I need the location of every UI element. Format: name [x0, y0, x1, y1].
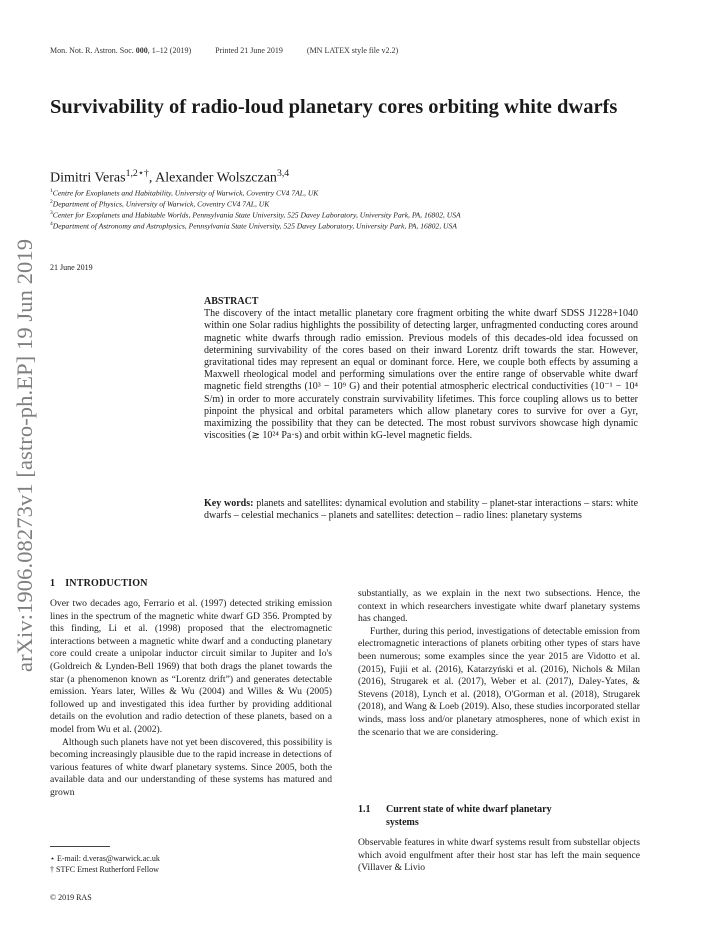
subsection-number: 1.1: [358, 804, 371, 815]
footnote-fellowship: † STFC Ernest Rutherford Fellow: [50, 865, 159, 874]
paper-title: Survivability of radio-loud planetary cores orbiting white dwarfs: [50, 96, 618, 118]
left-column: [50, 598, 332, 800]
author-line: [50, 168, 289, 187]
keywords: [204, 498, 638, 522]
subsection-heading: [358, 803, 640, 829]
affiliation: $^3$Center for Exoplanets and Habitable Worlds, Pennsylvania State University, 525 Davey Laboratory, University Park, PA, 16802, USA: [50, 210, 461, 220]
arxiv-stamp: arXiv:1906.08273v1 [astro-ph.EP] 19 Jun 2019: [12, 238, 37, 672]
running-header: [50, 46, 420, 55]
abstract: [204, 296, 638, 442]
paragraph: Further, during this period, investigations of detectable emission from electromagnetic interactions of planets orbiting other types of stars have been numerous; some examples since the year 2015 are Vidotto et al. (2015), Fujii et al. (2016), Katarzyński et al. (2016), Nichols & Milan (2016), Strugarek et al. (2017), Weber et al. (2017), Daley-Yates, & Stevens (2018), Lynch et al. (2018), O'Gorman et al. (2018), Strugarek (2018), and Wang & Loeb (2019). Also, these studies incorporated stellar winds, mass loss and/or planetary atmospheres, none of which exist in the scenario that we are considering.: [358, 625, 640, 738]
subsection-text: [358, 837, 640, 875]
abstract-heading: ABSTRACT: [204, 296, 259, 307]
keywords-label: Key words:: [204, 498, 254, 509]
affiliation: $^4$Department of Astronomy and Astrophysics, Pennsylvania State University, 525 Davey Laboratory, University Park, PA, 16802, USA: [50, 221, 457, 231]
footnote-email[interactable]: ⋆ E-mail: d.veras@warwick.ac.uk: [50, 854, 160, 863]
author-separator: ,: [148, 170, 156, 186]
section-number: 1: [50, 578, 56, 589]
footnote-rule: [50, 846, 110, 847]
author-2[interactable]: Alexander Wolszczan: [155, 170, 277, 186]
printed-date: Printed 21 June 2019: [215, 46, 283, 55]
subsection-title-line1: Current state of white dwarf planetary: [386, 804, 552, 815]
submission-date: 21 June 2019: [50, 263, 93, 272]
subsection-title-line2: systems: [386, 817, 419, 828]
paragraph: Over two decades ago, Ferrario et al. (1997) detected striking emission lines in the spectrum of the magnetic white dwarf GD 356. Prompted by this finding, Li et al. (1998) proposed that the electromagnetic interactions between a magnetic white dwarf and a conducting planetary core could create a unipolar inductor circuit similar to Jupiter and Io's (Goldreich & Lynden-Bell 1969) that both drags the planet towards the star (a phenomenon known as “Lorentz drift”) and generates detectable emission. Years later, Willes & Wu (2004) and Willes & Wu (2005) followed up and investigated this idea further by providing additional details on the evolution and radio detection of these planets, based on a model from Wu et al. (2002).: [50, 598, 332, 735]
abstract-text: The discovery of the intact metallic planetary core fragment orbiting the white dwarf SDSS J1228+1040 within one Solar radius highlights the possibility of detecting larger, unfragmented conducting cores around magnetic white dwarfs through radio emission. Previous models of this decades-old idea focussed on determining survivability of the cores based on their inward Lorentz drift towards the star. However, gravitational tides may represent an equal or dominant force. Here, we couple both effects by assuming a Maxwell rheological model and performing simulations over the entire range of observable white dwarf magnetic field strengths (10³ − 10⁹ G) and their potential atmospheric electrical conductivities (10⁻¹ − 10⁴ S/m) in order to more accurately constrain survivability lifetimes. This force coupling allows us to better pinpoint the physical and orbital parameters which allow planetary cores to survive for over a Gyr, maximizing the possibility that they can be detected. The most robust survivors showcase high dynamic viscosities (≳ 10²⁴ Pa·s) and orbit within kG-level magnetic fields.: [204, 308, 638, 442]
right-column: [358, 588, 640, 739]
section-title: INTRODUCTION: [65, 578, 148, 589]
section-heading: [50, 578, 148, 589]
copyright: © 2019 RAS: [50, 893, 92, 902]
paragraph: Observable features in white dwarf systems result from substellar objects which avoid engulfment after their host star has left the main sequence (Villaver & Livio: [358, 837, 640, 874]
journal-citation: Mon. Not. R. Astron. Soc. 000, 1–12 (2019): [50, 46, 192, 55]
style-file: (MN LATEX style file v2.2): [306, 46, 399, 55]
author-1-affil: 1,2⋆†: [125, 168, 149, 179]
author-1[interactable]: Dimitri Veras: [50, 170, 126, 186]
paragraph: substantially, as we explain in the next two subsections. Hence, the context in which researchers investigate white dwarf planetary systems has changed.: [358, 588, 640, 625]
keywords-text: planets and satellites: dynamical evolution and stability – planet-star interactions – stars: white dwarfs – celestial mechanics – planets and satellites: detection – radio lines: planetary systems: [204, 498, 639, 522]
author-2-affil: 3,4: [276, 168, 290, 179]
footnotes: [50, 853, 160, 875]
affiliation: $^1$Centre for Exoplanets and Habitability, University of Warwick, Coventry CV4 7AL, UK: [50, 188, 319, 198]
affiliation: $^2$Department of Physics, University of Warwick, Coventry CV4 7AL, UK: [50, 199, 270, 209]
paragraph: Although such planets have not yet been discovered, this possibility is becoming increasingly plausible due to the rapid increase in detections of various features of white dwarf planetary systems. Since 2005, both the available data and our understanding of these systems has matured and grown: [50, 736, 332, 798]
